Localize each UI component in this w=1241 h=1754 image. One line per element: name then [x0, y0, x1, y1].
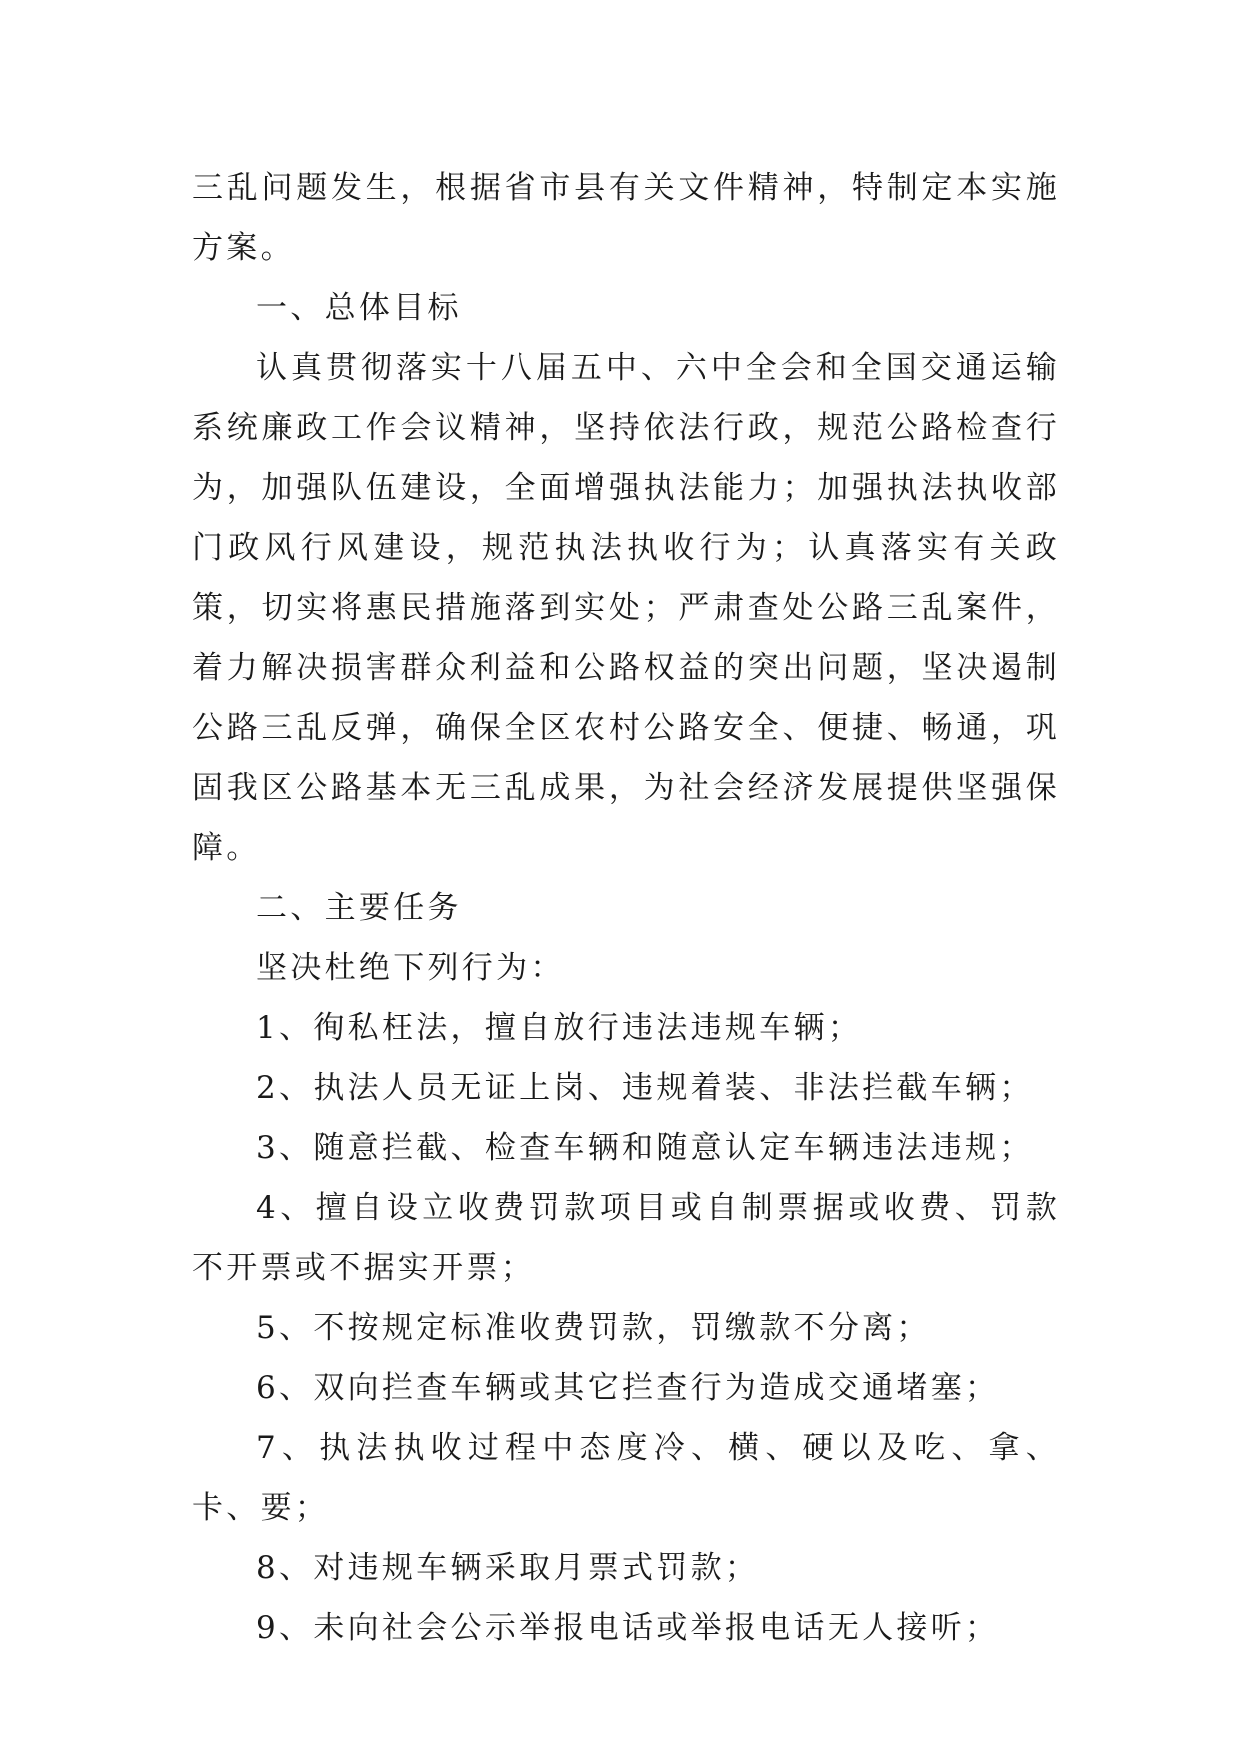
- section-heading-main-tasks: 二、主要任务: [256, 890, 462, 926]
- list-item-6: 6、双向拦查车辆或其它拦查行为造成交通堵塞；: [256, 1370, 1000, 1406]
- list-item-7: 7、执法执收过程中态度冷、横、硬以及吃、拿、卡、要；: [192, 1430, 1060, 1526]
- paragraph-overall-goal: 认真贯彻落实十八届五中、六中全会和全国交通运输系统廉政工作会议精神，坚持依法行政，规范公路检查行为，加强队伍建设，全面增强执法能力；加强执法执收部门政风行风建设，规范执法执收行为；认真落实有关政策，切实将惠民措施落到实处；严肃查处公路三乱案件，着力解决损害群众利益和公路权益的突出问题，坚决遏制公路三乱反弹，确保全区农村公路安全、便捷、畅通，巩固我区公路基本无三乱成果，为社会经济发展提供坚强保障。: [192, 350, 1060, 866]
- list-item-1: 1、徇私枉法，擅自放行违法违规车辆；: [256, 1010, 863, 1046]
- list-item-2: 2、执法人员无证上岗、违规着装、非法拦截车辆；: [256, 1070, 1034, 1106]
- document-body: [192, 158, 1060, 1658]
- list-item-9: 9、未向社会公示举报电话或举报电话无人接听；: [256, 1610, 1000, 1646]
- list-item-3: 3、随意拦截、检查车辆和随意认定车辆违法违规；: [256, 1130, 1034, 1166]
- list-item-4: 4、擅自设立收费罚款项目或自制票据或收费、罚款不开票或不据实开票；: [192, 1190, 1060, 1286]
- paragraph-prohibited-intro: 坚决杜绝下列行为：: [256, 950, 565, 986]
- section-heading-overall-goal: 一、总体目标: [256, 290, 462, 326]
- list-item-8: 8、对违规车辆采取月票式罚款；: [256, 1550, 760, 1586]
- list-item-5: 5、不按规定标准收费罚款，罚缴款不分离；: [256, 1310, 931, 1346]
- paragraph-intro-continuation: 三乱问题发生，根据省市县有关文件精神，特制定本实施方案。: [192, 170, 1060, 266]
